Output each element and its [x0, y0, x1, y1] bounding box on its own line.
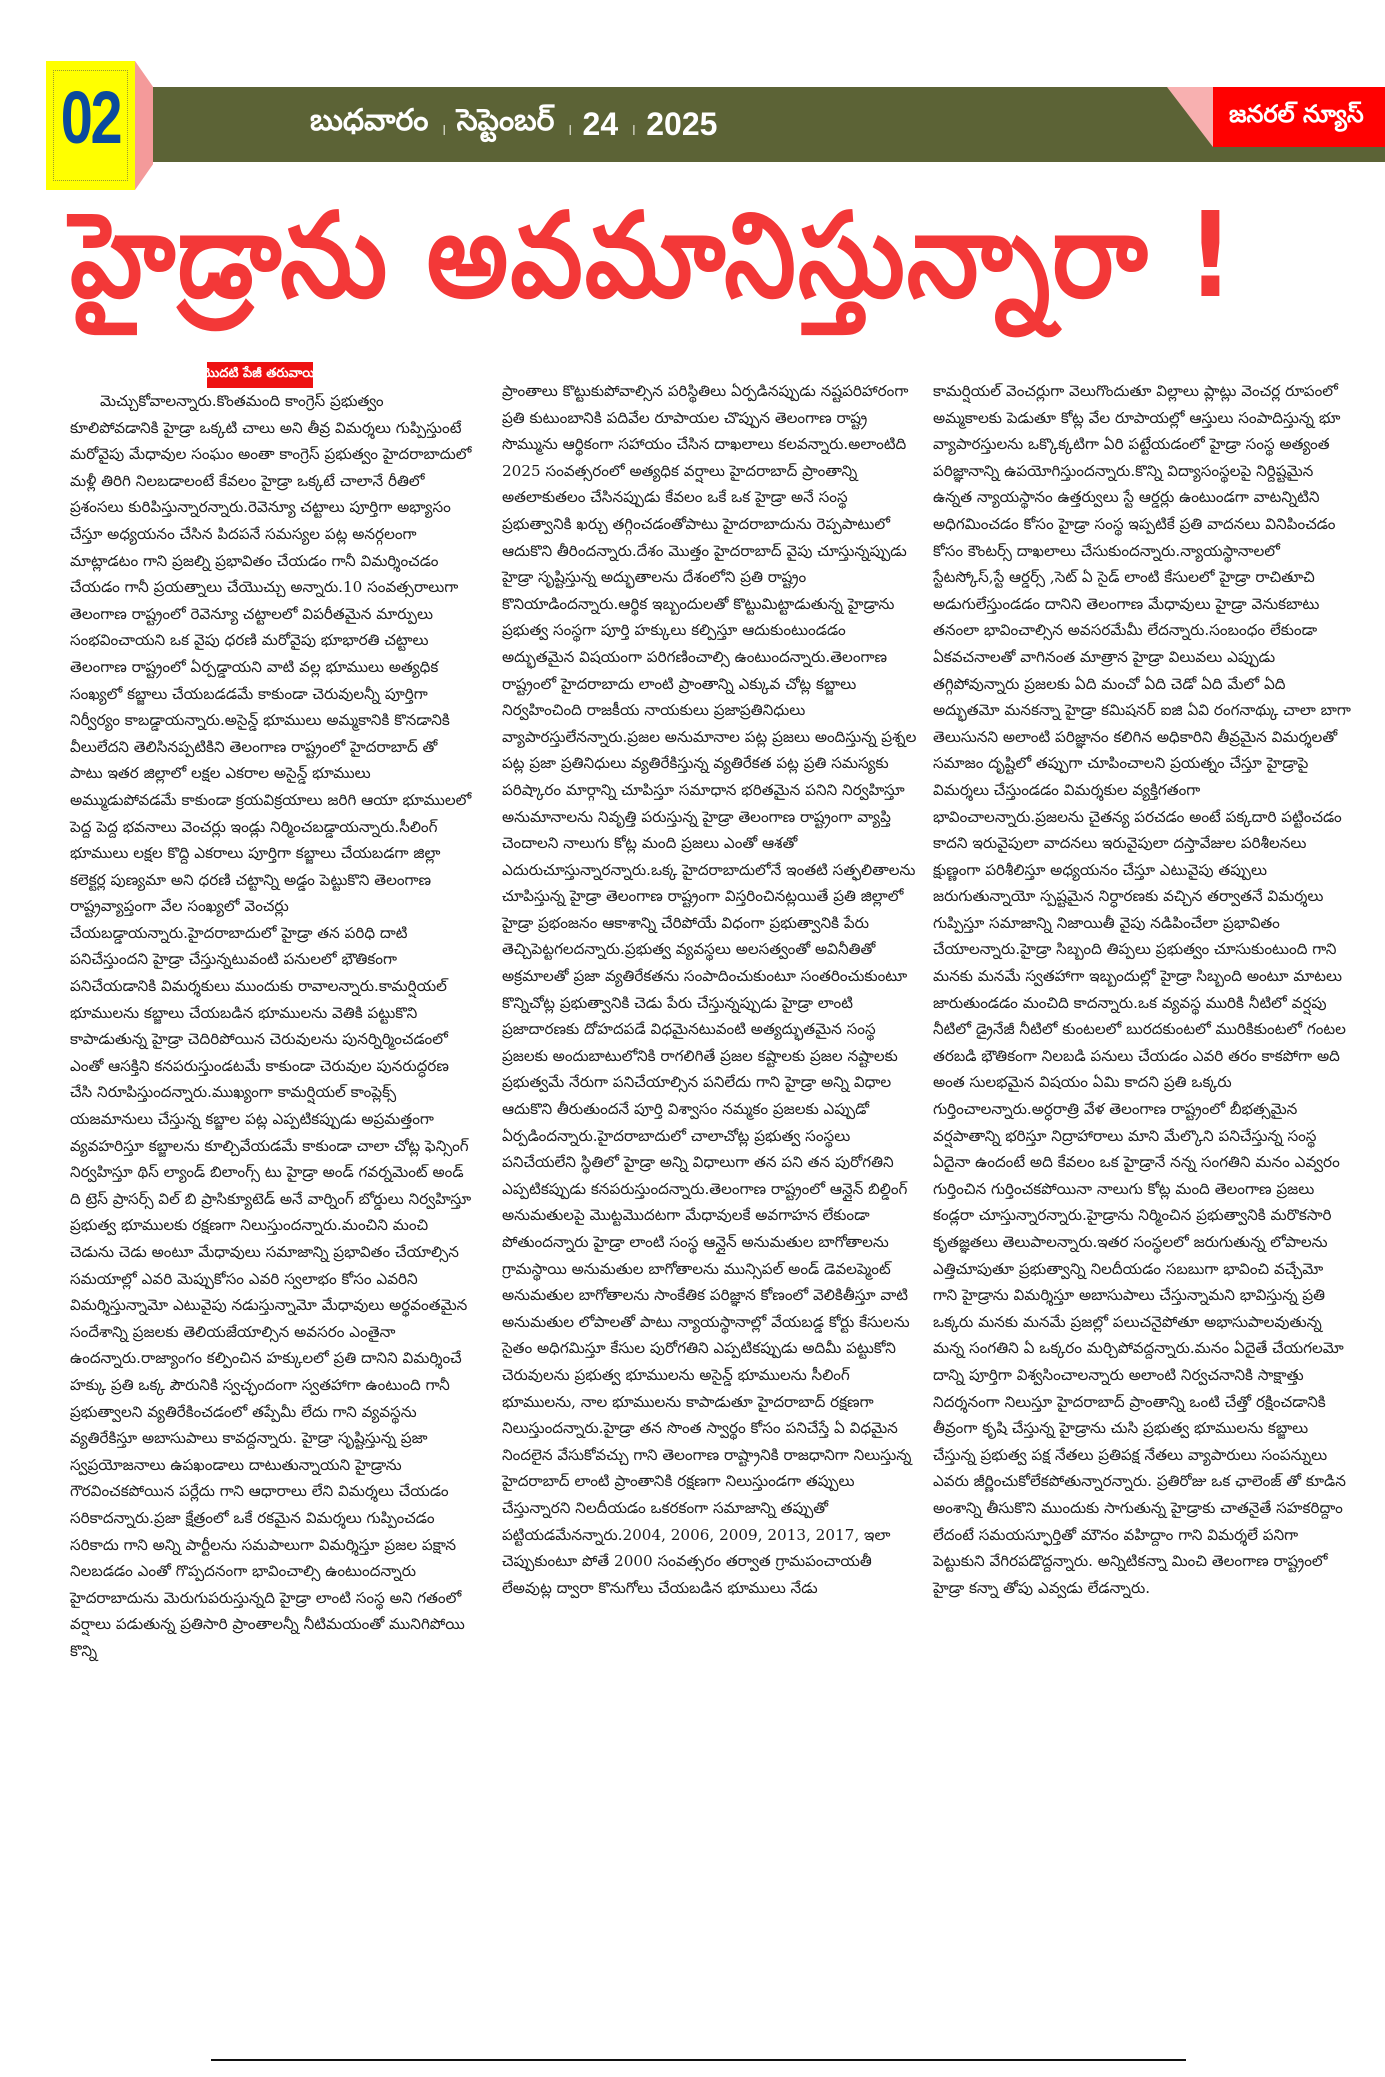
dateline-year: 2025: [646, 105, 718, 142]
article-column-3: [933, 378, 1351, 1601]
dateline-month: సెప్టెంబర్: [456, 103, 555, 138]
page-number-fold: [135, 61, 153, 190]
dateline-day: బుధవారం: [310, 103, 429, 138]
article-column-1: [70, 388, 472, 1665]
headline: హైడ్రాను అవమానిస్తున్నారా !: [70, 188, 1236, 325]
dateline-separator: ।: [566, 120, 573, 139]
article-paragraph: మెచ్చుకోవాలన్నారు.కొంతమంది కాంగ్రెస్ ప్రభుత్వం కూలిపోవడానికి హైడ్రా ఒక్కటి చాలు అని తీవ్ర విమర్శలు గుప్పిస్తుంటే మరోవైపు మేధావుల సంఘం అంతా కాంగ్రెస్ ప్రభుత్వం హైదరాబాదులో మళ్లీ తిరిగి నిలబడాలంటే కేవలం హైడ్రా ఒక్కటే చాలానే రీతిలో ప్రశంసలు కురిపిస్తున్నారన్నారు.రెవెన్యూ చట్టాలు పూర్తిగా అభ్యాసం చేస్తూ అధ్యయనం చేసిన పిదపనే సమస్యల పట్ల అనర్గలంగా మాట్లాడటం గాని ప్రజల్ని ప్రభావితం చేయడం గానీ విమర్శించడం చేయడం గానీ ప్రయత్నాలు చేయొచ్చు అన్నారు.10 సంవత్సరాలుగా తెలంగాణ రాష్ట్రంలో రెవెన్యూ చట్టాలలో విపరీతమైన మార్పులు సంభవించాయని ఒక వైపు ధరణి మరోవైపు భూభారతి చట్టాలు తెలంగాణ రాష్ట్రంలో ఏర్పడ్డాయని వాటి వల్ల భూములు అత్యధిక సంఖ్యలో కబ్జాలు చేయబడడమే కాకుండా చెరువులన్నీ పూర్తిగా నిర్వీర్యం కాబడ్డాయన్నారు.అసైన్డ్ భూములు అమ్మకానికి కొనడానికి వీలులేదని తెలిసినప్పటికిని తెలంగాణ రాష్ట్రంలో హైదరాబాద్ తో పాటు ఇతర జిల్లాలో లక్షల ఎకరాల అసైన్డ్ భూములు అమ్ముడుపోవడమే కాకుండా క్రయవిక్రయాలు జరిగి ఆయా భూములలో పెద్ద పెద్ద భవనాలు వెంచర్లు ఇండ్లు నిర్మించబడ్డాయన్నారు.సీలింగ్ భూములు లక్షల కొద్ది ఎకరాలు పూర్తిగా కబ్జాలు చేయబడగా జిల్లా కలెక్టర్ల పుణ్యమా అని ధరణి చట్టాన్ని అడ్డం పెట్టుకొని తెలంగాణ రాష్ట్రవ్యాప్తంగా వేల సంఖ్యలో వెంచర్లు చేయబడ్డాయన్నారు.హైదరాబాదులో హైడ్రా తన పరిధి దాటి పనిచేస్తుందని హైడ్రా చేస్తున్నటువంటి పనులలో భౌతికంగా పనిచేయడానికి విమర్శకులు ముందుకు రావాలన్నారు.కామర్షియల్ భూములను కబ్జాలు చేయబడిన భూములను వెతికి పట్టుకొని కాపాడుతున్న హైడ్రా చెదిరిపోయిన చెరువులను పునర్నిర్మించడంలో ఎంతో ఆసక్తిని కనపరుస్తుండటమే కాకుండా చెరువుల పునరుద్ధరణ చేసి నిరూపిస్తుందన్నారు.ముఖ్యంగా కామర్షియల్ కాంప్లెక్స్ యజమానులు చేస్తున్న కబ్జాల పట్ల ఎప్పటికప్పుడు అప్రమత్తంగా వ్యవహరిస్తూ కబ్జాలను కూల్చివేయడమే కాకుండా చాలా చోట్ల ఫెన్సింగ్ నిర్వహిస్తూ థిస్ ల్యాండ్ బిలాంగ్స్ టు హైడ్రా అండ్ గవర్నమెంట్ అండ్ ది ట్రెస్ ప్రాసర్స్ విల్ బి ప్రాసిక్యూటెడ్ అనే వార్నింగ్ బోర్డులు నిర్వహిస్తూ ప్రభుత్వ భూములకు రక్షణగా నిలుస్తుందన్నారు.మంచిని మంచి చెడును చెడు అంటూ మేధావులు సమాజాన్ని ప్రభావితం చేయాల్సిన సమయాల్లో ఎవరి మెప్పుకోసం ఎవరి స్వలాభం కోసం ఎవరిని విమర్శిస్తున్నామో ఎటువైపు నడుస్తున్నామో మేధావులు అర్థవంతమైన సందేశాన్ని ప్రజలకు తెలియజేయాల్సిన అవసరం ఎంతైనా ఉందన్నారు.రాజ్యాంగం కల్పించిన హక్కులలో ప్రతి దానిని విమర్శించే హక్కు ప్రతి ఒక్క పౌరునికి స్వచ్ఛందంగా స్వతహాగా ఉంటుంది గానీ ప్రభుత్వాలని వ్యతిరేకించడంలో తప్పేమీ లేదు గాని వ్యవస్థను వ్యతిరేకిస్తూ అబాసుపాలు కావద్దన్నారు. హైడ్రా సృష్టిస్తున్న ప్రజా స్వప్రయోజనాలు ఉపఖండాలు దాటుతున్నాయని హైడ్రాను గౌరవించకపోయిన పర్లేదు గాని ఆధారాలు లేని విమర్శలు చేయడం సరికాదన్నారు.ప్రజా క్షేత్రంలో ఒకే రకమైన విమర్శలు గుప్పించడం సరికాదు గాని అన్ని పార్టీలను సమపాలుగా విమర్శిస్తూ ప్రజల పక్షాన నిలబడడం ఎంతో గొప్పదనంగా భావించాల్సి ఉంటుందన్నారు హైదరాబాదును మెరుగుపరుస్తున్నది హైడ్రా లాంటి సంస్థ అని గతంలో వర్షాలు పడుతున్న ప్రతిసారి ప్రాంతాలన్నీ నీటిమయంతో మునిగిపోయి కొన్ని: [70, 392, 472, 1660]
page-number: 02: [60, 76, 121, 159]
section-tag: జనరల్ న్యూస్: [1213, 87, 1385, 147]
bottom-divider: [211, 2059, 1186, 2061]
article-column-2: [502, 378, 920, 1601]
article-paragraph: కామర్షియల్ వెంచర్లుగా వెలుగొందుతూ విల్లాలు ప్లాట్లు వెంచర్ల రూపంలో అమ్మకాలకు పెడుతూ కోట్ల వేల రూపాయల్లో ఆస్తులు సంపాదిస్తున్న భూ వ్యాపారస్తులను ఒక్కొక్కటిగా ఏరి పట్టేయడంలో హైడ్రా సంస్థ అత్యంత పరిజ్ఞానాన్ని ఉపయోగిస్తుందన్నారు.కొన్ని విద్యాసంస్థలపై నిర్దిష్టమైన ఉన్నత న్యాయస్థానం ఉత్తర్వులు స్టే ఆర్డర్లు ఉంటుండగా వాటన్నిటిని అధిగమించడం కోసం హైడ్రా సంస్థ ఇప్పటికే ప్రతి వాదనలు వినిపించడం కోసం కౌంటర్స్ దాఖలాలు చేసుకుందన్నారు.న్యాయస్థానాలలో స్టేటస్కోస్,స్టే ఆర్డర్స్ ,సెట్ ఏ సైడ్ లాంటి కేసులలో హైడ్రా రాచితూచి అడుగులేస్తుండడం దానిని తెలంగాణ మేధావులు హైడ్రా వెనుకబాటు తనంలా భావించాల్సిన అవసరమేమీ లేదన్నారు.సంబంధం లేకుండా ఏకవచనాలతో వాగినంత మాత్రాన హైడ్రా విలువలు ఎప్పుడు తగ్గిపోవున్నారు ప్రజలకు ఏది మంచో ఏది చెడో ఏది మేలో ఏది అద్భుతమో మనకన్నా హైడ్రా కమిషనర్ ఐజి ఏవి రంగనాథ్కు చాలా బాగా తెలుసునని అలాంటి పరిజ్ఞానం కలిగిన అధికారిని తీవ్రమైన విమర్శలతో సమాజం దృష్టిలో తప్పుగా చూపించాలని ప్రయత్నం చేస్తూ హైడ్రాపై విమర్శలు చేస్తుండడం విమర్శకుల వ్యక్తిగతంగా భావించాలన్నారు.ప్రజలను చైతన్య పరచడం అంటే పక్కదారి పట్టించడం కాదని ఇరువైపులా వాదనలు ఇరువైపులా దస్తావేజుల పరిశీలనలు క్షుణ్ణంగా పరిశీలిస్తూ అధ్యయనం చేస్తూ ఎటువైపు తప్పులు జరుగుతున్నాయో స్పష్టమైన నిర్ధారణకు వచ్చిన తర్వాతనే విమర్శలు గుప్పిస్తూ సమాజాన్ని నిజాయితీ వైపు నడిపించేలా ప్రభావితం చేయాలన్నారు.హైడ్రా సిబ్బంది తిప్పలు ప్రభుత్వం చూసుకుంటుంది గాని మనకు మనమే స్వతహాగా ఇబ్బందుల్లో హైడ్రా సిబ్బంది అంటూ మాటలు జారుతుండడం మంచిది కాదన్నారు.ఒక వ్యవస్థ మురికి నీటిలో వర్షపు నీటిలో డ్రైనేజీ నీటిలో కుంటలలో బురదకుంటలో మురికికుంటలో గంటల తరబడి భౌతికంగా నిలబడి పనులు చేయడం ఎవరి తరం కాకపోగా అది అంత సులభమైన విషయం ఏమి కాదని ప్రతి ఒక్కరు గుర్తించాలన్నారు.అర్ధరాత్రి వేళ తెలంగాణ రాష్ట్రంలో బీభత్సమైన వర్షపాతాన్ని భరిస్తూ నిద్రాహారాలు మాని మేల్కొని పనిచేస్తున్న సంస్థ ఏదైనా ఉందంటే అది కేవలం ఒక హైడ్రానే నన్న సంగతిని మనం ఎవ్వరం గుర్తించిన గుర్తించకపోయినా నాలుగు కోట్ల మంది తెలంగాణ ప్రజలు కండ్లరా చూస్తున్నారన్నారు.హైడ్రాను నిర్మించిన ప్రభుత్వానికి మరొకసారి కృతజ్ఞతలు తెలుపాలన్నారు.ఇతర సంస్థలలో జరుగుతున్న లోపాలను ఎత్తిచూపుతూ ప్రభుత్వాన్ని నిలదీయడం సబబుగా భావించి వచ్చేమో గాని హైడ్రాను విమర్శిస్తూ అబాసుపాలు చేస్తున్నామని భావిస్తున్న ప్రతి ఒక్కరు మనకు మనమే ప్రజల్లో పలుచనైపోతూ అభాసుపాలవుతున్న మన్న సంగతిని ఏ ఒక్కరం మర్చిపోవద్దన్నారు.మనం ఏదైతే చేయగలమో దాన్ని పూర్తిగా విశ్వసించాలన్నారు అలాంటి నిర్వచనానికి సాక్షాత్తు నిదర్శనంగా నిలుస్తూ హైదరాబాద్ ప్రాంతాన్ని ఒంటి చేత్తో రక్షించడానికి తీవ్రంగా కృషి చేస్తున్న హైడ్రాను చుసి ప్రభుత్వ భూములను కబ్జాలు చేస్తున్న ప్రభుత్వ పక్ష నేతలు ప్రతిపక్ష నేతలు వ్యాపారులు సంపన్నులు ఎవరు జీర్ణించుకోలేకపోతున్నారన్నారు. ప్రతిరోజు ఒక ఛాలెంజ్ తో కూడిన అంశాన్ని తీసుకొని ముందుకు సాగుతున్న హైడ్రాకు చాతనైతే సహకరిద్దాం లేదంటే సమయస్ఫూర్తితో మౌనం వహిద్దాం గాని విమర్శలే పనిగా పెట్టుకుని వేగిరపడొద్దన్నారు. అన్నిటికన్నా మించి తెలంగాణ రాష్ట్రంలో హైడ్రా కన్నా తోపు ఎవ్వడు లేడన్నారు.: [933, 382, 1351, 1597]
dateline-date: 24: [582, 105, 619, 142]
page-number-box: [46, 61, 135, 190]
article-paragraph: ప్రాంతాలు కొట్టుకుపోవాల్సిన పరిస్థితిలు ఏర్పడినప్పుడు నష్టపరిహారంగా ప్రతి కుటుంబానికి పదివేల రూపాయల చొప్పున తెలంగాణ రాష్ట్ర సొమ్మును ఆర్థికంగా సహాయం చేసిన దాఖలాలు కలవన్నారు.అలాంటిది 2025 సంవత్సరంలో అత్యధిక వర్షాలు హైదరాబాద్ ప్రాంతాన్ని అతలాకుతలం చేసినప్పుడు కేవలం ఒకే ఒక హైడ్రా అనే సంస్థ ప్రభుత్వానికి ఖర్చు తగ్గించడంతోపాటు హైదరాబాదును రెప్పపాటులో ఆదుకొని తీరిందన్నారు.దేశం మొత్తం హైదరాబాద్ వైపు చూస్తున్నప్పుడు హైడ్రా సృష్టిస్తున్న అద్భుతాలను దేశంలోని ప్రతి రాష్ట్రం కొనియాడిందన్నారు.ఆర్థిక ఇబ్బందులతో కొట్టుమిట్టాడుతున్న హైడ్రాను ప్రభుత్వ సంస్థగా పూర్తి హక్కులు కల్పిస్తూ ఆదుకుంటుండడం అద్భుతమైన విషయంగా పరిగణించాల్సి ఉంటుందన్నారు.తెలంగాణ రాష్ట్రంలో హైదరాబాదు లాంటి ప్రాంతాన్ని ఎక్కువ చోట్ల కబ్జాలు నిర్వహించింది రాజకీయ నాయకులు ప్రజాప్రతినిధులు వ్యాపారస్తులేనన్నారు.ప్రజల అనుమానాల పట్ల ప్రజలు అందిస్తున్న ప్రశ్నల పట్ల ప్రజా ప్రతినిధులు వ్యతిరేకిస్తున్న వ్యతిరేకత పట్ల ప్రతి సమస్యకు పరిష్కారం మార్గాన్ని చూపిస్తూ సమాధాన భరితమైన పనిని నిర్వహిస్తూ అనుమానాలను నివృత్తి పరుస్తున్న హైడ్రా తెలంగాణ రాష్ట్రంగా వ్యాప్తి చెందాలని నాలుగు కోట్ల మంది ప్రజలు ఎంతో ఆశతో ఎదురుచూస్తున్నారన్నారు.ఒక్క హైదరాబాదులోనే ఇంతటి సత్ఫలితాలను చూపిస్తున్న హైడ్రా తెలంగాణ రాష్ట్రంగా విస్తరించినట్లయితే ప్రతి జిల్లాలో హైడ్రా ప్రభంజనం ఆకాశాన్ని చేరిపోయే విధంగా ప్రభుత్వానికి పేరు తెచ్చిపెట్టగలదన్నారు.ప్రభుత్వ వ్యవస్థలు అలసత్వంతో అవినీతితో అక్రమాలతో ప్రజా వ్యతిరేకతను సంపాదించుకుంటూ సంతరించుకుంటూ కొన్నిచోట్ల ప్రభుత్వానికి చెడు పేరు చేస్తున్నప్పుడు హైడ్రా లాంటి ప్రజాదారణకు దోహదపడే విధమైనటువంటి అత్యద్భుతమైన సంస్థ ప్రజలకు అందుబాటులోనికి రాగలిగితే ప్రజల కష్టాలకు ప్రజల నష్టాలకు ప్రభుత్వమే నేరుగా పనిచేయాల్సిన పనిలేదు గాని హైడ్రా అన్ని విధాల ఆదుకొని తీరుతుందనే పూర్తి విశ్వాసం నమ్మకం ప్రజలకు ఎప్పుడో ఏర్పడిందన్నారు.హైదరాబాదులో చాలాచోట్ల ప్రభుత్వ సంస్థలు పనిచేయలేని స్థితిలో హైడ్రా అన్ని విధాలుగా తన పని తన పురోగతిని ఎప్పటికప్పుడు కనపరుస్తుందన్నారు.తెలంగాణ రాష్ట్రంలో ఆన్లైన్ బిల్డింగ్ అనుమతులపై మొట్టమొదటగా మేధావులకే అవగాహన లేకుండా పోతుందన్నారు హైడ్రా లాంటి సంస్థ ఆన్లైన్ అనుమతుల బాగోతాలను గ్రామస్థాయి అనుమతుల బాగోతాలను మున్సిపల్ అండ్ డెవలప్మెంట్ అనుమతుల బాగోతాలను సాంకేతిక పరిజ్ఞాన కోణంలో వెలికితీస్తూ వాటి అనుమతుల లోపాలతో పాటు న్యాయస్థానాల్లో వేయబడ్డ కోర్టు కేసులను సైతం అధిగమిస్తూ కేసుల పురోగతిని ఎప్పటికప్పుడు అదిమీ పట్టుకోని చెరువులను ప్రభుత్వ భూములను అసైన్డ్ భూములను సీలింగ్ భూములను, నాల భూములను కాపాడుతూ హైదరాబాద్ రక్షణగా నిలుస్తుందన్నారు.హైడ్రా తన సొంత స్వార్థం కోసం పనిచేస్తే ఏ విధమైన నిందలైన వేసుకోవచ్చు గాని తెలంగాణ రాష్ట్రానికి రాజధానిగా నిలుస్తున్న హైదరాబాద్ లాంటి ప్రాంతానికి రక్షణగా నిలుస్తుండగా తప్పులు చేస్తున్నారని నిలదీయడం ఒకరకంగా సమాజాన్ని తప్పుతో పట్టియడమేనన్నారు.2004, 2006, 2009, 2013, 2017, ఇలా చెప్పుకుంటూ పోతే 2000 సంవత్సరం తర్వాత గ్రామపంచాయతీ లేఅవుట్ల ద్వారా కొనుగోలు చేయబడిన భూములు నేడు: [502, 382, 917, 1597]
dateline-separator: ।: [440, 120, 447, 139]
continued-from-page-one-label: మొదటి పేజీ తరువాయి: [207, 362, 313, 388]
dateline-separator: ।: [630, 120, 637, 139]
dateline: [310, 99, 717, 149]
